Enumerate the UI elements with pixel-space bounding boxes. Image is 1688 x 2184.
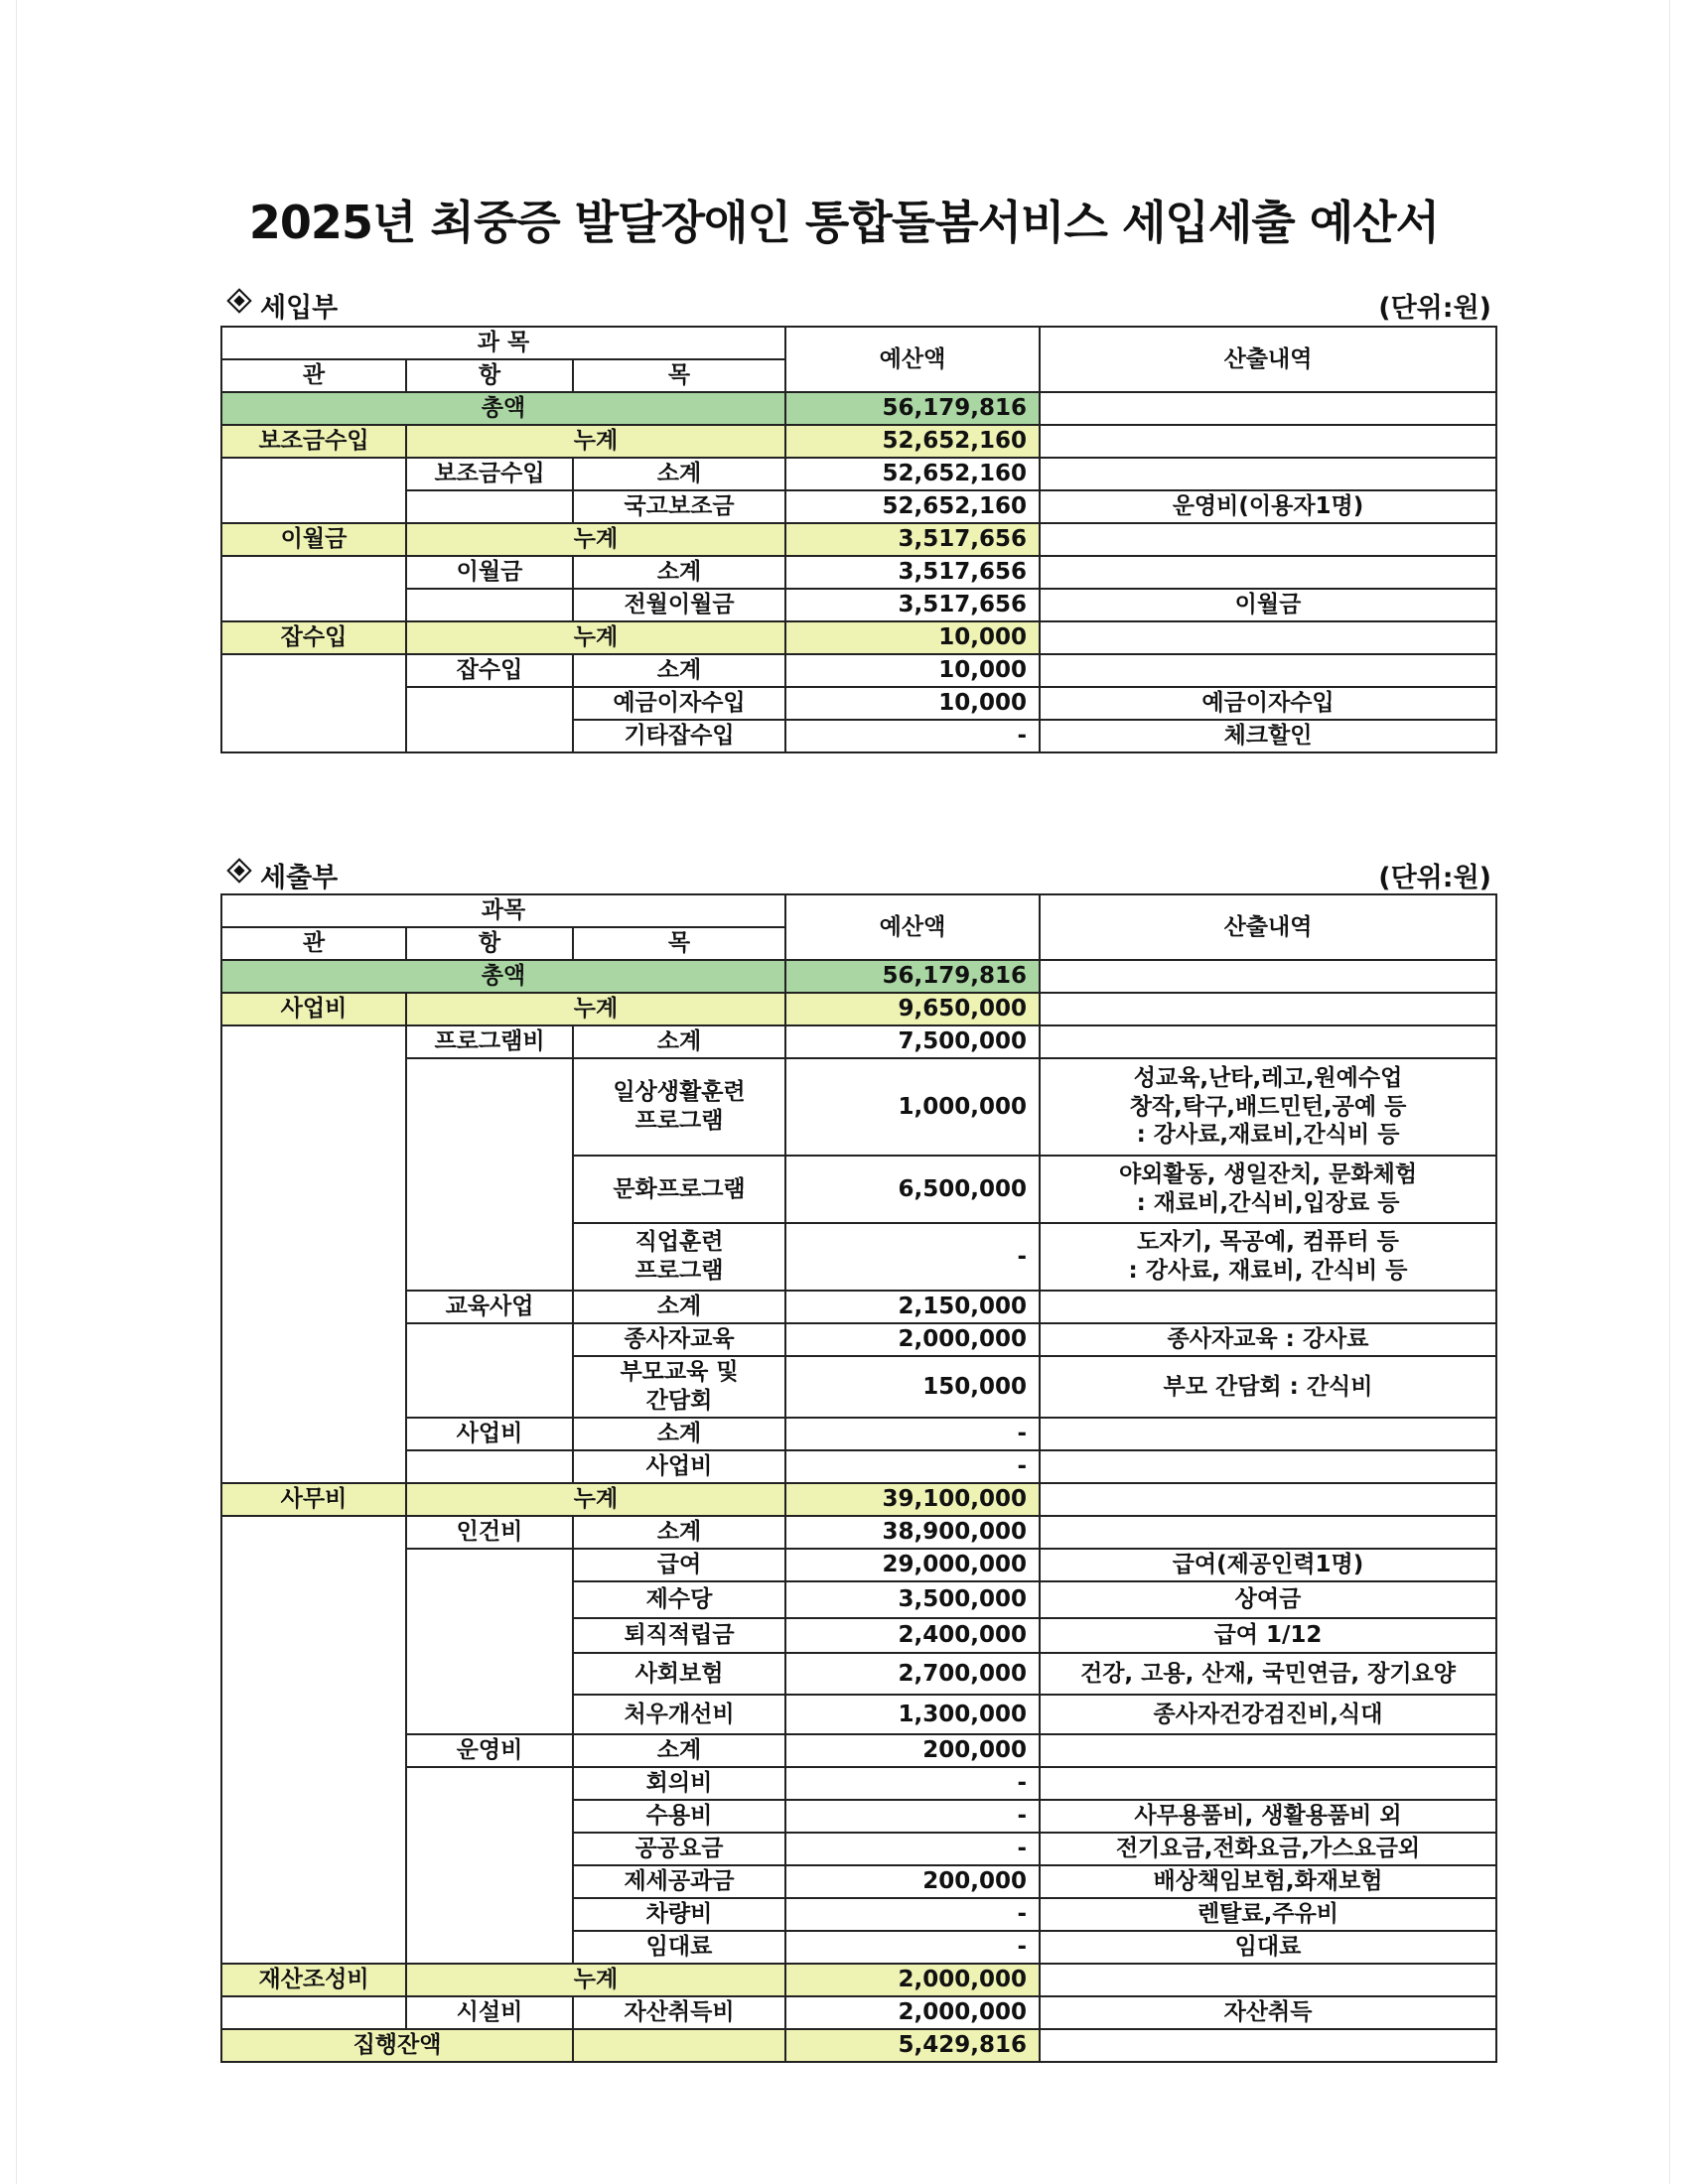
table-row xyxy=(221,1996,1496,2029)
amount-cell: - xyxy=(785,1931,1040,1964)
detail-cell xyxy=(1040,1483,1496,1516)
mok-cell: 소계 xyxy=(573,1418,785,1450)
detail-cell: 사무용품비, 생활용품비 외 xyxy=(1040,1800,1496,1833)
detail-cell: 종사자건강검진비,식대 xyxy=(1040,1695,1496,1734)
mok-cell: 문화프로그램 xyxy=(573,1156,785,1223)
detail-cell xyxy=(1040,1964,1496,1996)
expenditure-table xyxy=(220,893,1497,2063)
amount-cell: 2,400,000 xyxy=(785,1618,1040,1653)
amount-cell: 7,500,000 xyxy=(785,1025,1040,1058)
mok-cell: 예금이자수입 xyxy=(573,687,785,720)
mok-cell: 소계 xyxy=(573,1516,785,1549)
sum-label: 누계 xyxy=(406,523,785,556)
amount-cell: 52,652,160 xyxy=(785,458,1040,490)
gwan-cell xyxy=(221,1516,406,1964)
table-row xyxy=(221,490,1496,523)
unit-label: (단위:원) xyxy=(1378,863,1491,893)
balance-amount: 5,429,816 xyxy=(785,2029,1040,2062)
amount-cell: 6,500,000 xyxy=(785,1156,1040,1223)
amount-cell: - xyxy=(785,1450,1040,1483)
amount-cell: 3,500,000 xyxy=(785,1581,1040,1618)
mok-cell: 소계 xyxy=(573,654,785,687)
header-subject: 과 목 xyxy=(221,327,785,359)
mok-cell: 종사자교육 xyxy=(573,1323,785,1356)
mok-cell: 퇴직적립금 xyxy=(573,1618,785,1653)
amount-cell: - xyxy=(785,1800,1040,1833)
detail-cell xyxy=(1040,1058,1496,1156)
sum-label: 누계 xyxy=(406,1964,785,1996)
amount-cell: 2,000,000 xyxy=(785,1964,1040,1996)
table-row xyxy=(221,1291,1496,1323)
detail-cell xyxy=(1040,654,1496,687)
hang-cell: 이월금 xyxy=(406,556,573,589)
detail-line: : 강사료,재료비,간식비 등 xyxy=(1136,1122,1400,1149)
mok-cell: 소계 xyxy=(573,1025,785,1058)
hang-cell: 잡수입 xyxy=(406,654,573,687)
detail-cell xyxy=(1040,425,1496,458)
detail-line: : 재료비,간식비,입장료 등 xyxy=(1136,1190,1400,1216)
mok-cell: 기타잡수입 xyxy=(573,720,785,752)
mok-line: 프로그램 xyxy=(634,1108,724,1134)
detail-cell xyxy=(1040,960,1496,993)
mok-cell: 사업비 xyxy=(573,1450,785,1483)
mok-cell: 소계 xyxy=(573,556,785,589)
table-row xyxy=(221,1516,1496,1549)
mok-cell xyxy=(573,1223,785,1291)
amount-cell: 10,000 xyxy=(785,654,1040,687)
table-row xyxy=(221,458,1496,490)
detail-cell xyxy=(1040,1516,1496,1549)
detail-cell: 급여(제공인력1명) xyxy=(1040,1549,1496,1581)
sum-label: 누계 xyxy=(406,1483,785,1516)
detail-cell xyxy=(1040,1025,1496,1058)
header-hang: 항 xyxy=(406,359,573,392)
detail-cell: 체크할인 xyxy=(1040,720,1496,752)
mok-cell: 제세공과금 xyxy=(573,1865,785,1898)
gwan-cell: 재산조성비 xyxy=(221,1964,406,1996)
expenditure-section-header xyxy=(220,856,1491,891)
mok-line: 직업훈련 xyxy=(634,1229,724,1256)
table-row xyxy=(221,1058,1496,1156)
hang-cell: 인건비 xyxy=(406,1516,573,1549)
amount-cell: 52,652,160 xyxy=(785,425,1040,458)
table-row xyxy=(221,1767,1496,1800)
amount-cell: 3,517,656 xyxy=(785,523,1040,556)
sum-label: 누계 xyxy=(406,425,785,458)
amount-cell: 3,517,656 xyxy=(785,556,1040,589)
mok-line: 간담회 xyxy=(645,1388,713,1414)
gwan-cell: 이월금 xyxy=(221,523,406,556)
detail-cell xyxy=(1040,1734,1496,1767)
hang-cell: 보조금수입 xyxy=(406,458,573,490)
detail-cell: 건강, 고용, 산재, 국민연금, 장기요양 xyxy=(1040,1653,1496,1695)
table-row xyxy=(221,654,1496,687)
hang-cell xyxy=(406,589,573,621)
mok-cell: 사회보험 xyxy=(573,1653,785,1695)
table-row xyxy=(221,1418,1496,1450)
mok-cell: 소계 xyxy=(573,1734,785,1767)
mok-cell xyxy=(573,1058,785,1156)
header-amount: 예산액 xyxy=(785,327,1040,392)
mok-cell xyxy=(573,1356,785,1418)
detail-cell: 자산취득 xyxy=(1040,1996,1496,2029)
diamond-bullet-icon xyxy=(226,288,251,313)
detail-cell xyxy=(1040,1450,1496,1483)
amount-cell: 39,100,000 xyxy=(785,1483,1040,1516)
amount-cell: 9,650,000 xyxy=(785,993,1040,1025)
mok-cell: 처우개선비 xyxy=(573,1695,785,1734)
gwan-cell: 사업비 xyxy=(221,993,406,1025)
amount-cell: 200,000 xyxy=(785,1734,1040,1767)
detail-cell xyxy=(1040,1767,1496,1800)
header-detail: 산출내역 xyxy=(1040,894,1496,960)
mok-line: 부모교육 및 xyxy=(620,1359,739,1386)
total-row xyxy=(221,960,1496,993)
table-row xyxy=(221,1323,1496,1356)
total-label: 총액 xyxy=(221,392,785,425)
detail-cell xyxy=(1040,1156,1496,1223)
page-edge xyxy=(1669,0,1670,2184)
amount-cell: 2,000,000 xyxy=(785,1323,1040,1356)
hang-cell: 프로그램비 xyxy=(406,1025,573,1058)
amount-cell: 1,300,000 xyxy=(785,1695,1040,1734)
detail-cell: 예금이자수입 xyxy=(1040,687,1496,720)
detail-line: 창작,탁구,배드민턴,공예 등 xyxy=(1129,1093,1407,1120)
detail-cell: 상여금 xyxy=(1040,1581,1496,1618)
amount-cell: - xyxy=(785,1833,1040,1865)
table-row xyxy=(221,1450,1496,1483)
gwan-cell xyxy=(221,1025,406,1483)
section-label: 세출부 xyxy=(260,863,339,893)
hang-cell: 사업비 xyxy=(406,1418,573,1450)
sum-row xyxy=(221,1964,1496,1996)
detail-cell: 렌탈료,주유비 xyxy=(1040,1898,1496,1931)
detail-cell: 배상책임보험,화재보험 xyxy=(1040,1865,1496,1898)
total-label: 총액 xyxy=(221,960,785,993)
amount-cell: - xyxy=(785,1223,1040,1291)
sum-label: 누계 xyxy=(406,993,785,1025)
header-gwan: 관 xyxy=(221,359,406,392)
table-row xyxy=(221,1734,1496,1767)
sum-row xyxy=(221,1483,1496,1516)
amount-cell: 38,900,000 xyxy=(785,1516,1040,1549)
mok-cell: 급여 xyxy=(573,1549,785,1581)
mok-cell: 제수당 xyxy=(573,1581,785,1618)
detail-cell xyxy=(1040,523,1496,556)
hang-cell: 운영비 xyxy=(406,1734,573,1767)
detail-cell xyxy=(1040,1418,1496,1450)
detail-cell: 부모 간담회 : 간식비 xyxy=(1040,1356,1496,1418)
mok-cell: 전월이월금 xyxy=(573,589,785,621)
total-row xyxy=(221,392,1496,425)
hang-cell xyxy=(406,1450,573,1483)
gwan-cell: 잡수입 xyxy=(221,621,406,654)
gwan-cell xyxy=(221,654,406,752)
mok-cell: 회의비 xyxy=(573,1767,785,1800)
amount-cell: 10,000 xyxy=(785,621,1040,654)
unit-label: (단위:원) xyxy=(1378,293,1491,324)
amount-cell: 200,000 xyxy=(785,1865,1040,1898)
revenue-section-header xyxy=(220,286,1491,322)
revenue-table xyxy=(220,326,1497,753)
sum-row xyxy=(221,425,1496,458)
amount-cell: 52,652,160 xyxy=(785,490,1040,523)
gwan-cell: 보조금수입 xyxy=(221,425,406,458)
table-row xyxy=(221,1025,1496,1058)
mok-cell: 수용비 xyxy=(573,1800,785,1833)
table-row xyxy=(221,1549,1496,1581)
diamond-bullet-icon xyxy=(226,858,251,883)
detail-cell: 운영비(이용자1명) xyxy=(1040,490,1496,523)
gwan-cell xyxy=(221,1996,406,2029)
balance-row xyxy=(221,2029,1496,2062)
balance-blank xyxy=(573,2029,785,2062)
detail-cell xyxy=(1040,458,1496,490)
amount-cell: 3,517,656 xyxy=(785,589,1040,621)
mok-cell: 차량비 xyxy=(573,1898,785,1931)
mok-cell: 자산취득비 xyxy=(573,1996,785,2029)
detail-cell xyxy=(1040,993,1496,1025)
amount-cell: - xyxy=(785,1767,1040,1800)
page-edge xyxy=(16,0,17,2184)
detail-cell: 전기요금,전화요금,가스요금외 xyxy=(1040,1833,1496,1865)
sum-label: 누계 xyxy=(406,621,785,654)
hang-cell xyxy=(406,1323,573,1418)
detail-line: 성교육,난타,레고,원예수업 xyxy=(1133,1064,1403,1091)
detail-cell xyxy=(1040,2029,1496,2062)
hang-cell xyxy=(406,1767,573,1964)
amount-cell: - xyxy=(785,1418,1040,1450)
gwan-cell xyxy=(221,556,406,621)
header-detail: 산출내역 xyxy=(1040,327,1496,392)
mok-cell: 임대료 xyxy=(573,1931,785,1964)
gwan-cell: 사무비 xyxy=(221,1483,406,1516)
detail-cell: 종사자교육 : 강사료 xyxy=(1040,1323,1496,1356)
mok-cell: 소계 xyxy=(573,458,785,490)
header-hang: 항 xyxy=(406,927,573,960)
table-row xyxy=(221,556,1496,589)
detail-line: 야외활동, 생일잔치, 문화체험 xyxy=(1118,1161,1418,1188)
document-title: 2025년 최중증 발달장애인 통합돌봄서비스 세입세출 예산서 xyxy=(248,196,1440,249)
sum-row xyxy=(221,523,1496,556)
total-amount: 56,179,816 xyxy=(785,960,1040,993)
hang-cell xyxy=(406,1058,573,1291)
detail-line: : 강사료, 재료비, 간식비 등 xyxy=(1128,1258,1408,1284)
amount-cell: 150,000 xyxy=(785,1356,1040,1418)
detail-cell xyxy=(1040,392,1496,425)
amount-cell: 10,000 xyxy=(785,687,1040,720)
detail-cell xyxy=(1040,556,1496,589)
header-amount: 예산액 xyxy=(785,894,1040,960)
hang-cell: 교육사업 xyxy=(406,1291,573,1323)
hang-cell: 시설비 xyxy=(406,1996,573,2029)
hang-cell xyxy=(406,1549,573,1734)
amount-cell: - xyxy=(785,1898,1040,1931)
detail-cell xyxy=(1040,1291,1496,1323)
mok-cell: 소계 xyxy=(573,1291,785,1323)
hang-cell xyxy=(406,687,573,752)
header-gwan: 관 xyxy=(221,927,406,960)
amount-cell: 29,000,000 xyxy=(785,1549,1040,1581)
table-row xyxy=(221,589,1496,621)
detail-cell xyxy=(1040,621,1496,654)
detail-cell: 임대료 xyxy=(1040,1931,1496,1964)
header-mok: 목 xyxy=(573,359,785,392)
sum-row xyxy=(221,993,1496,1025)
amount-cell: 2,000,000 xyxy=(785,1996,1040,2029)
mok-line: 프로그램 xyxy=(634,1258,724,1284)
amount-cell: 2,150,000 xyxy=(785,1291,1040,1323)
amount-cell: 2,700,000 xyxy=(785,1653,1040,1695)
detail-cell: 이월금 xyxy=(1040,589,1496,621)
detail-cell: 급여 1/12 xyxy=(1040,1618,1496,1653)
gwan-cell xyxy=(221,458,406,523)
detail-cell xyxy=(1040,1223,1496,1291)
amount-cell: 1,000,000 xyxy=(785,1058,1040,1156)
mok-line: 일상생활훈련 xyxy=(613,1079,746,1106)
amount-cell: - xyxy=(785,720,1040,752)
balance-label: 집행잔액 xyxy=(221,2029,573,2062)
section-label: 세입부 xyxy=(260,293,339,324)
total-amount: 56,179,816 xyxy=(785,392,1040,425)
table-row xyxy=(221,687,1496,720)
mok-cell: 공공요금 xyxy=(573,1833,785,1865)
detail-line: 도자기, 목공예, 컴퓨터 등 xyxy=(1137,1229,1399,1256)
hang-cell xyxy=(406,490,573,523)
header-mok: 목 xyxy=(573,927,785,960)
header-subject: 과목 xyxy=(221,894,785,927)
mok-cell: 국고보조금 xyxy=(573,490,785,523)
sum-row xyxy=(221,621,1496,654)
